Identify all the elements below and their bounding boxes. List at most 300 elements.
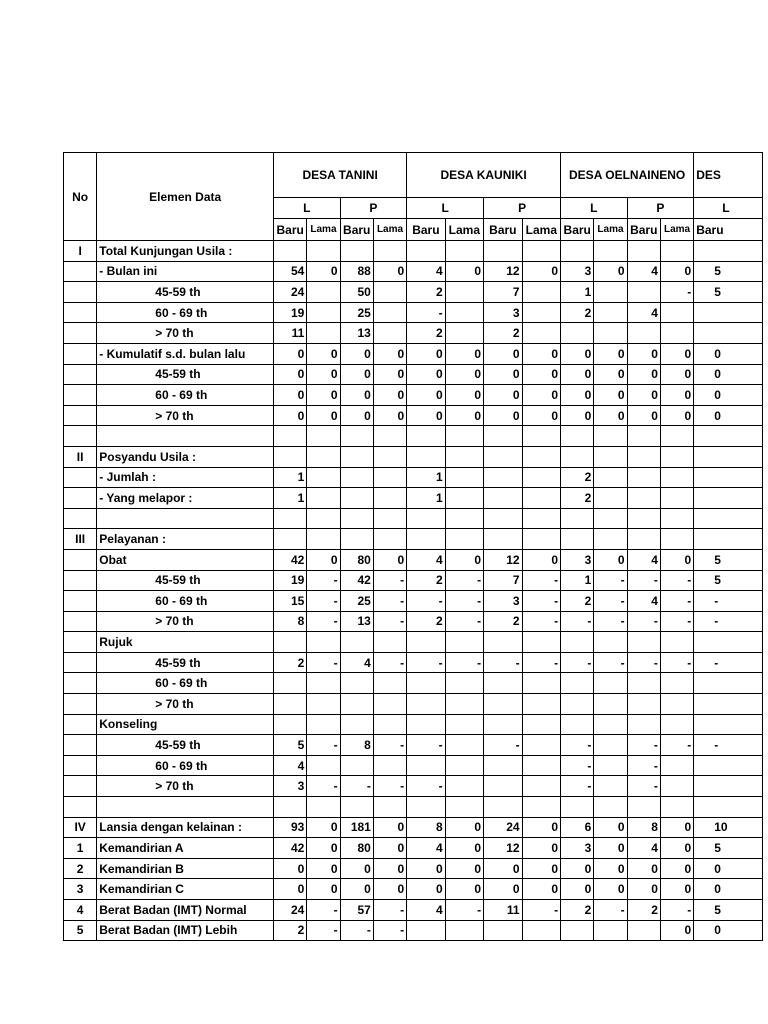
- data-cell: 2: [561, 488, 594, 509]
- data-cell: -: [407, 652, 445, 673]
- data-cell: [484, 755, 522, 776]
- data-cell: -: [307, 776, 340, 797]
- data-cell: [340, 488, 373, 509]
- data-cell: [307, 508, 340, 529]
- data-cell: 8: [627, 817, 660, 838]
- header-sub-lama: Lama: [373, 219, 406, 241]
- data-cell: [340, 529, 373, 550]
- row-label: Kemandirian C: [97, 879, 274, 900]
- data-cell: 0: [522, 385, 561, 406]
- data-cell: 0: [694, 920, 763, 941]
- row-label: Lansia dengan kelainan :: [97, 817, 274, 838]
- data-cell: 0: [445, 817, 483, 838]
- data-cell: [561, 632, 594, 653]
- data-cell: -: [627, 570, 660, 591]
- data-cell: [373, 323, 406, 344]
- data-cell: [594, 755, 627, 776]
- data-cell: [561, 529, 594, 550]
- data-cell: 0: [484, 343, 522, 364]
- data-cell: 24: [274, 282, 307, 303]
- data-cell: -: [694, 735, 763, 756]
- data-cell: 0: [594, 858, 627, 879]
- data-cell: 2: [407, 570, 445, 591]
- row-label: > 70 th: [97, 694, 274, 715]
- data-cell: 0: [307, 261, 340, 282]
- data-cell: 4: [407, 261, 445, 282]
- data-cell: -: [660, 282, 693, 303]
- data-cell: [307, 241, 340, 262]
- data-cell: [694, 632, 763, 653]
- data-cell: [407, 755, 445, 776]
- data-cell: [561, 694, 594, 715]
- data-cell: 0: [561, 364, 594, 385]
- data-cell: -: [307, 611, 340, 632]
- row-number: [64, 508, 97, 529]
- row-label: Berat Badan (IMT) Normal: [97, 900, 274, 921]
- data-cell: [561, 426, 594, 447]
- data-cell: [445, 735, 483, 756]
- data-cell: -: [561, 652, 594, 673]
- row-number: [64, 755, 97, 776]
- data-cell: -: [373, 900, 406, 921]
- data-cell: 5: [694, 282, 763, 303]
- data-cell: [522, 920, 561, 941]
- data-cell: [274, 529, 307, 550]
- data-cell: [307, 282, 340, 303]
- data-cell: 4: [407, 900, 445, 921]
- data-cell: 0: [274, 385, 307, 406]
- data-cell: 0: [660, 343, 693, 364]
- data-cell: 11: [484, 900, 522, 921]
- row-label: - Yang melapor :: [97, 488, 274, 509]
- row-label: 45-59 th: [97, 570, 274, 591]
- data-cell: [307, 302, 340, 323]
- row-number: [64, 323, 97, 344]
- table-row: [64, 879, 763, 900]
- data-cell: [561, 797, 594, 818]
- row-label: Posyandu Usila :: [97, 446, 274, 467]
- data-cell: 0: [445, 261, 483, 282]
- data-cell: [373, 797, 406, 818]
- data-cell: 0: [445, 385, 483, 406]
- row-number: [64, 735, 97, 756]
- data-cell: -: [594, 652, 627, 673]
- data-cell: -: [307, 920, 340, 941]
- data-cell: -: [373, 591, 406, 612]
- table-row: [64, 323, 763, 344]
- row-number: [64, 797, 97, 818]
- data-cell: [373, 446, 406, 467]
- table-row: [64, 652, 763, 673]
- data-cell: [660, 302, 693, 323]
- row-label: 60 - 69 th: [97, 755, 274, 776]
- header-sub-baru: Baru: [484, 219, 522, 241]
- header-sub-baru: Baru: [694, 219, 763, 241]
- data-cell: -: [340, 776, 373, 797]
- data-cell: [660, 508, 693, 529]
- data-cell: [373, 508, 406, 529]
- data-cell: 0: [340, 343, 373, 364]
- header-sub-baru: Baru: [340, 219, 373, 241]
- data-cell: 0: [484, 385, 522, 406]
- data-cell: [340, 694, 373, 715]
- data-cell: [274, 632, 307, 653]
- data-cell: -: [445, 591, 483, 612]
- data-cell: [594, 529, 627, 550]
- header-sex: L: [561, 197, 628, 219]
- data-cell: 0: [445, 879, 483, 900]
- data-cell: [627, 673, 660, 694]
- data-cell: 0: [627, 879, 660, 900]
- data-cell: -: [373, 652, 406, 673]
- row-number: 1: [64, 838, 97, 859]
- header-sex: P: [484, 197, 561, 219]
- data-cell: [594, 694, 627, 715]
- data-cell: 0: [594, 838, 627, 859]
- data-cell: 1: [561, 282, 594, 303]
- data-cell: [627, 694, 660, 715]
- data-cell: 0: [594, 879, 627, 900]
- data-cell: [694, 302, 763, 323]
- data-cell: 0: [694, 385, 763, 406]
- data-cell: [407, 446, 445, 467]
- data-cell: [694, 694, 763, 715]
- data-cell: [274, 714, 307, 735]
- data-cell: 0: [660, 838, 693, 859]
- data-cell: [340, 446, 373, 467]
- row-label: Kemandirian A: [97, 838, 274, 859]
- header-sub-baru: Baru: [407, 219, 445, 241]
- data-cell: [484, 694, 522, 715]
- data-cell: 0: [627, 364, 660, 385]
- data-cell: [445, 508, 483, 529]
- data-cell: 0: [660, 920, 693, 941]
- data-cell: 2: [627, 900, 660, 921]
- data-cell: 42: [340, 570, 373, 591]
- data-cell: [627, 241, 660, 262]
- data-cell: -: [445, 611, 483, 632]
- header-desa-next: DES: [694, 153, 763, 198]
- data-cell: [274, 446, 307, 467]
- data-cell: 0: [561, 858, 594, 879]
- data-cell: 0: [373, 405, 406, 426]
- data-cell: 7: [484, 282, 522, 303]
- row-number: [64, 302, 97, 323]
- data-cell: 0: [445, 838, 483, 859]
- data-cell: [407, 920, 445, 941]
- data-cell: -: [660, 652, 693, 673]
- data-cell: 0: [445, 405, 483, 426]
- data-cell: [694, 797, 763, 818]
- data-cell: 0: [694, 343, 763, 364]
- data-cell: [373, 302, 406, 323]
- row-number: [64, 467, 97, 488]
- data-cell: [522, 446, 561, 467]
- data-cell: [594, 488, 627, 509]
- data-cell: [307, 714, 340, 735]
- data-cell: 0: [373, 261, 406, 282]
- data-cell: 12: [484, 838, 522, 859]
- data-cell: [307, 694, 340, 715]
- data-cell: [484, 508, 522, 529]
- data-cell: 0: [340, 385, 373, 406]
- table-row: [64, 364, 763, 385]
- data-cell: [484, 776, 522, 797]
- data-cell: [373, 241, 406, 262]
- data-cell: 24: [484, 817, 522, 838]
- table-row: [64, 673, 763, 694]
- data-cell: [445, 488, 483, 509]
- data-cell: 0: [340, 879, 373, 900]
- data-cell: [307, 446, 340, 467]
- data-cell: [694, 673, 763, 694]
- data-cell: 181: [340, 817, 373, 838]
- data-cell: 0: [445, 343, 483, 364]
- data-cell: [694, 755, 763, 776]
- data-cell: [627, 282, 660, 303]
- data-cell: -: [660, 570, 693, 591]
- row-number: [64, 426, 97, 447]
- data-cell: 0: [522, 838, 561, 859]
- data-cell: [627, 714, 660, 735]
- data-cell: [694, 467, 763, 488]
- data-cell: 0: [407, 858, 445, 879]
- row-label: [97, 426, 274, 447]
- data-cell: [594, 632, 627, 653]
- data-cell: 2: [407, 323, 445, 344]
- data-cell: [307, 797, 340, 818]
- data-cell: -: [694, 652, 763, 673]
- data-cell: [694, 529, 763, 550]
- data-cell: [594, 735, 627, 756]
- data-cell: [694, 241, 763, 262]
- data-cell: [445, 323, 483, 344]
- data-cell: 0: [373, 343, 406, 364]
- data-cell: [307, 632, 340, 653]
- data-cell: 0: [660, 405, 693, 426]
- row-number: [64, 632, 97, 653]
- table-row: [64, 838, 763, 859]
- data-cell: [373, 694, 406, 715]
- table-row: [64, 261, 763, 282]
- row-number: 2: [64, 858, 97, 879]
- row-label: Pelayanan :: [97, 529, 274, 550]
- data-cell: 0: [522, 817, 561, 838]
- data-cell: [340, 673, 373, 694]
- data-cell: [373, 673, 406, 694]
- data-cell: [594, 797, 627, 818]
- data-cell: 1: [407, 467, 445, 488]
- data-cell: -: [561, 755, 594, 776]
- data-cell: -: [660, 900, 693, 921]
- data-cell: [561, 508, 594, 529]
- data-cell: [522, 302, 561, 323]
- data-cell: [522, 282, 561, 303]
- data-cell: 12: [484, 261, 522, 282]
- data-cell: 0: [660, 858, 693, 879]
- data-cell: [627, 632, 660, 653]
- row-label: 45-59 th: [97, 364, 274, 385]
- data-cell: 13: [340, 323, 373, 344]
- data-cell: -: [307, 570, 340, 591]
- data-cell: [594, 446, 627, 467]
- data-cell: -: [407, 776, 445, 797]
- data-cell: 0: [307, 858, 340, 879]
- data-cell: 0: [594, 405, 627, 426]
- data-cell: 0: [407, 405, 445, 426]
- row-label: > 70 th: [97, 776, 274, 797]
- data-cell: 2: [561, 900, 594, 921]
- data-cell: [484, 529, 522, 550]
- data-cell: [407, 632, 445, 653]
- data-cell: [561, 241, 594, 262]
- data-cell: [484, 241, 522, 262]
- data-cell: 11: [274, 323, 307, 344]
- data-cell: [373, 488, 406, 509]
- data-cell: 0: [627, 405, 660, 426]
- data-cell: 4: [407, 838, 445, 859]
- data-cell: 3: [561, 261, 594, 282]
- row-number: [64, 549, 97, 570]
- table-row: [64, 282, 763, 303]
- data-cell: 0: [660, 385, 693, 406]
- table-row: [64, 405, 763, 426]
- data-cell: [522, 488, 561, 509]
- header-sex: P: [340, 197, 407, 219]
- data-cell: [373, 467, 406, 488]
- data-cell: [522, 694, 561, 715]
- data-cell: -: [561, 776, 594, 797]
- data-cell: [340, 714, 373, 735]
- data-cell: [522, 426, 561, 447]
- data-cell: [445, 467, 483, 488]
- header-sub-lama: Lama: [307, 219, 340, 241]
- data-cell: 0: [594, 364, 627, 385]
- data-cell: [660, 488, 693, 509]
- data-cell: 0: [307, 838, 340, 859]
- data-cell: 2: [407, 611, 445, 632]
- data-cell: [373, 755, 406, 776]
- data-cell: [594, 323, 627, 344]
- data-cell: [484, 920, 522, 941]
- header-sub-baru: Baru: [627, 219, 660, 241]
- data-cell: -: [307, 900, 340, 921]
- data-cell: [307, 323, 340, 344]
- row-number: [64, 673, 97, 694]
- row-label: 45-59 th: [97, 735, 274, 756]
- data-cell: [627, 529, 660, 550]
- data-cell: [373, 632, 406, 653]
- header-sex: P: [627, 197, 694, 219]
- row-number: [64, 591, 97, 612]
- data-cell: 5: [694, 570, 763, 591]
- data-cell: [407, 797, 445, 818]
- row-number: [64, 488, 97, 509]
- row-label: 60 - 69 th: [97, 385, 274, 406]
- data-cell: [445, 241, 483, 262]
- data-cell: [594, 282, 627, 303]
- data-cell: 0: [694, 364, 763, 385]
- header-sex: L: [694, 197, 763, 219]
- data-cell: 0: [373, 838, 406, 859]
- data-cell: 4: [627, 838, 660, 859]
- data-cell: [594, 426, 627, 447]
- row-label: - Kumulatif s.d. bulan lalu: [97, 343, 274, 364]
- row-label: [97, 797, 274, 818]
- data-cell: [694, 323, 763, 344]
- data-cell: [340, 241, 373, 262]
- data-cell: -: [373, 735, 406, 756]
- table-row: [64, 755, 763, 776]
- table-row: [64, 632, 763, 653]
- row-number: [64, 261, 97, 282]
- data-cell: [660, 797, 693, 818]
- data-cell: [445, 282, 483, 303]
- data-cell: 0: [522, 879, 561, 900]
- table-row: [64, 817, 763, 838]
- data-cell: -: [307, 591, 340, 612]
- data-cell: [561, 323, 594, 344]
- data-cell: [407, 673, 445, 694]
- table-row: [64, 611, 763, 632]
- data-cell: 1: [274, 488, 307, 509]
- row-label: 60 - 69 th: [97, 302, 274, 323]
- data-cell: [660, 323, 693, 344]
- data-cell: [522, 735, 561, 756]
- data-cell: [694, 446, 763, 467]
- data-cell: [561, 673, 594, 694]
- data-cell: [561, 714, 594, 735]
- header-sex: L: [407, 197, 484, 219]
- data-cell: [445, 797, 483, 818]
- data-cell: 4: [407, 549, 445, 570]
- data-cell: -: [627, 652, 660, 673]
- data-cell: [373, 714, 406, 735]
- data-cell: 3: [484, 302, 522, 323]
- data-cell: 0: [307, 364, 340, 385]
- data-cell: [373, 529, 406, 550]
- row-label: - Bulan ini: [97, 261, 274, 282]
- data-cell: 0: [307, 405, 340, 426]
- data-cell: 0: [660, 879, 693, 900]
- data-cell: 0: [307, 549, 340, 570]
- data-cell: 4: [627, 302, 660, 323]
- data-cell: [484, 467, 522, 488]
- data-cell: -: [627, 776, 660, 797]
- data-cell: -: [594, 591, 627, 612]
- data-cell: 0: [407, 879, 445, 900]
- data-cell: [694, 508, 763, 529]
- data-cell: [445, 426, 483, 447]
- data-cell: [660, 776, 693, 797]
- data-cell: 8: [274, 611, 307, 632]
- data-cell: 0: [307, 385, 340, 406]
- table-row: [64, 241, 763, 262]
- table-row: [64, 488, 763, 509]
- table-row: [64, 900, 763, 921]
- row-number: [64, 652, 97, 673]
- data-cell: 0: [407, 343, 445, 364]
- data-cell: 0: [373, 549, 406, 570]
- data-cell: -: [561, 735, 594, 756]
- data-cell: [307, 529, 340, 550]
- data-cell: 54: [274, 261, 307, 282]
- data-cell: [594, 302, 627, 323]
- data-cell: [445, 673, 483, 694]
- data-cell: 0: [373, 364, 406, 385]
- data-cell: -: [407, 591, 445, 612]
- data-cell: 0: [484, 858, 522, 879]
